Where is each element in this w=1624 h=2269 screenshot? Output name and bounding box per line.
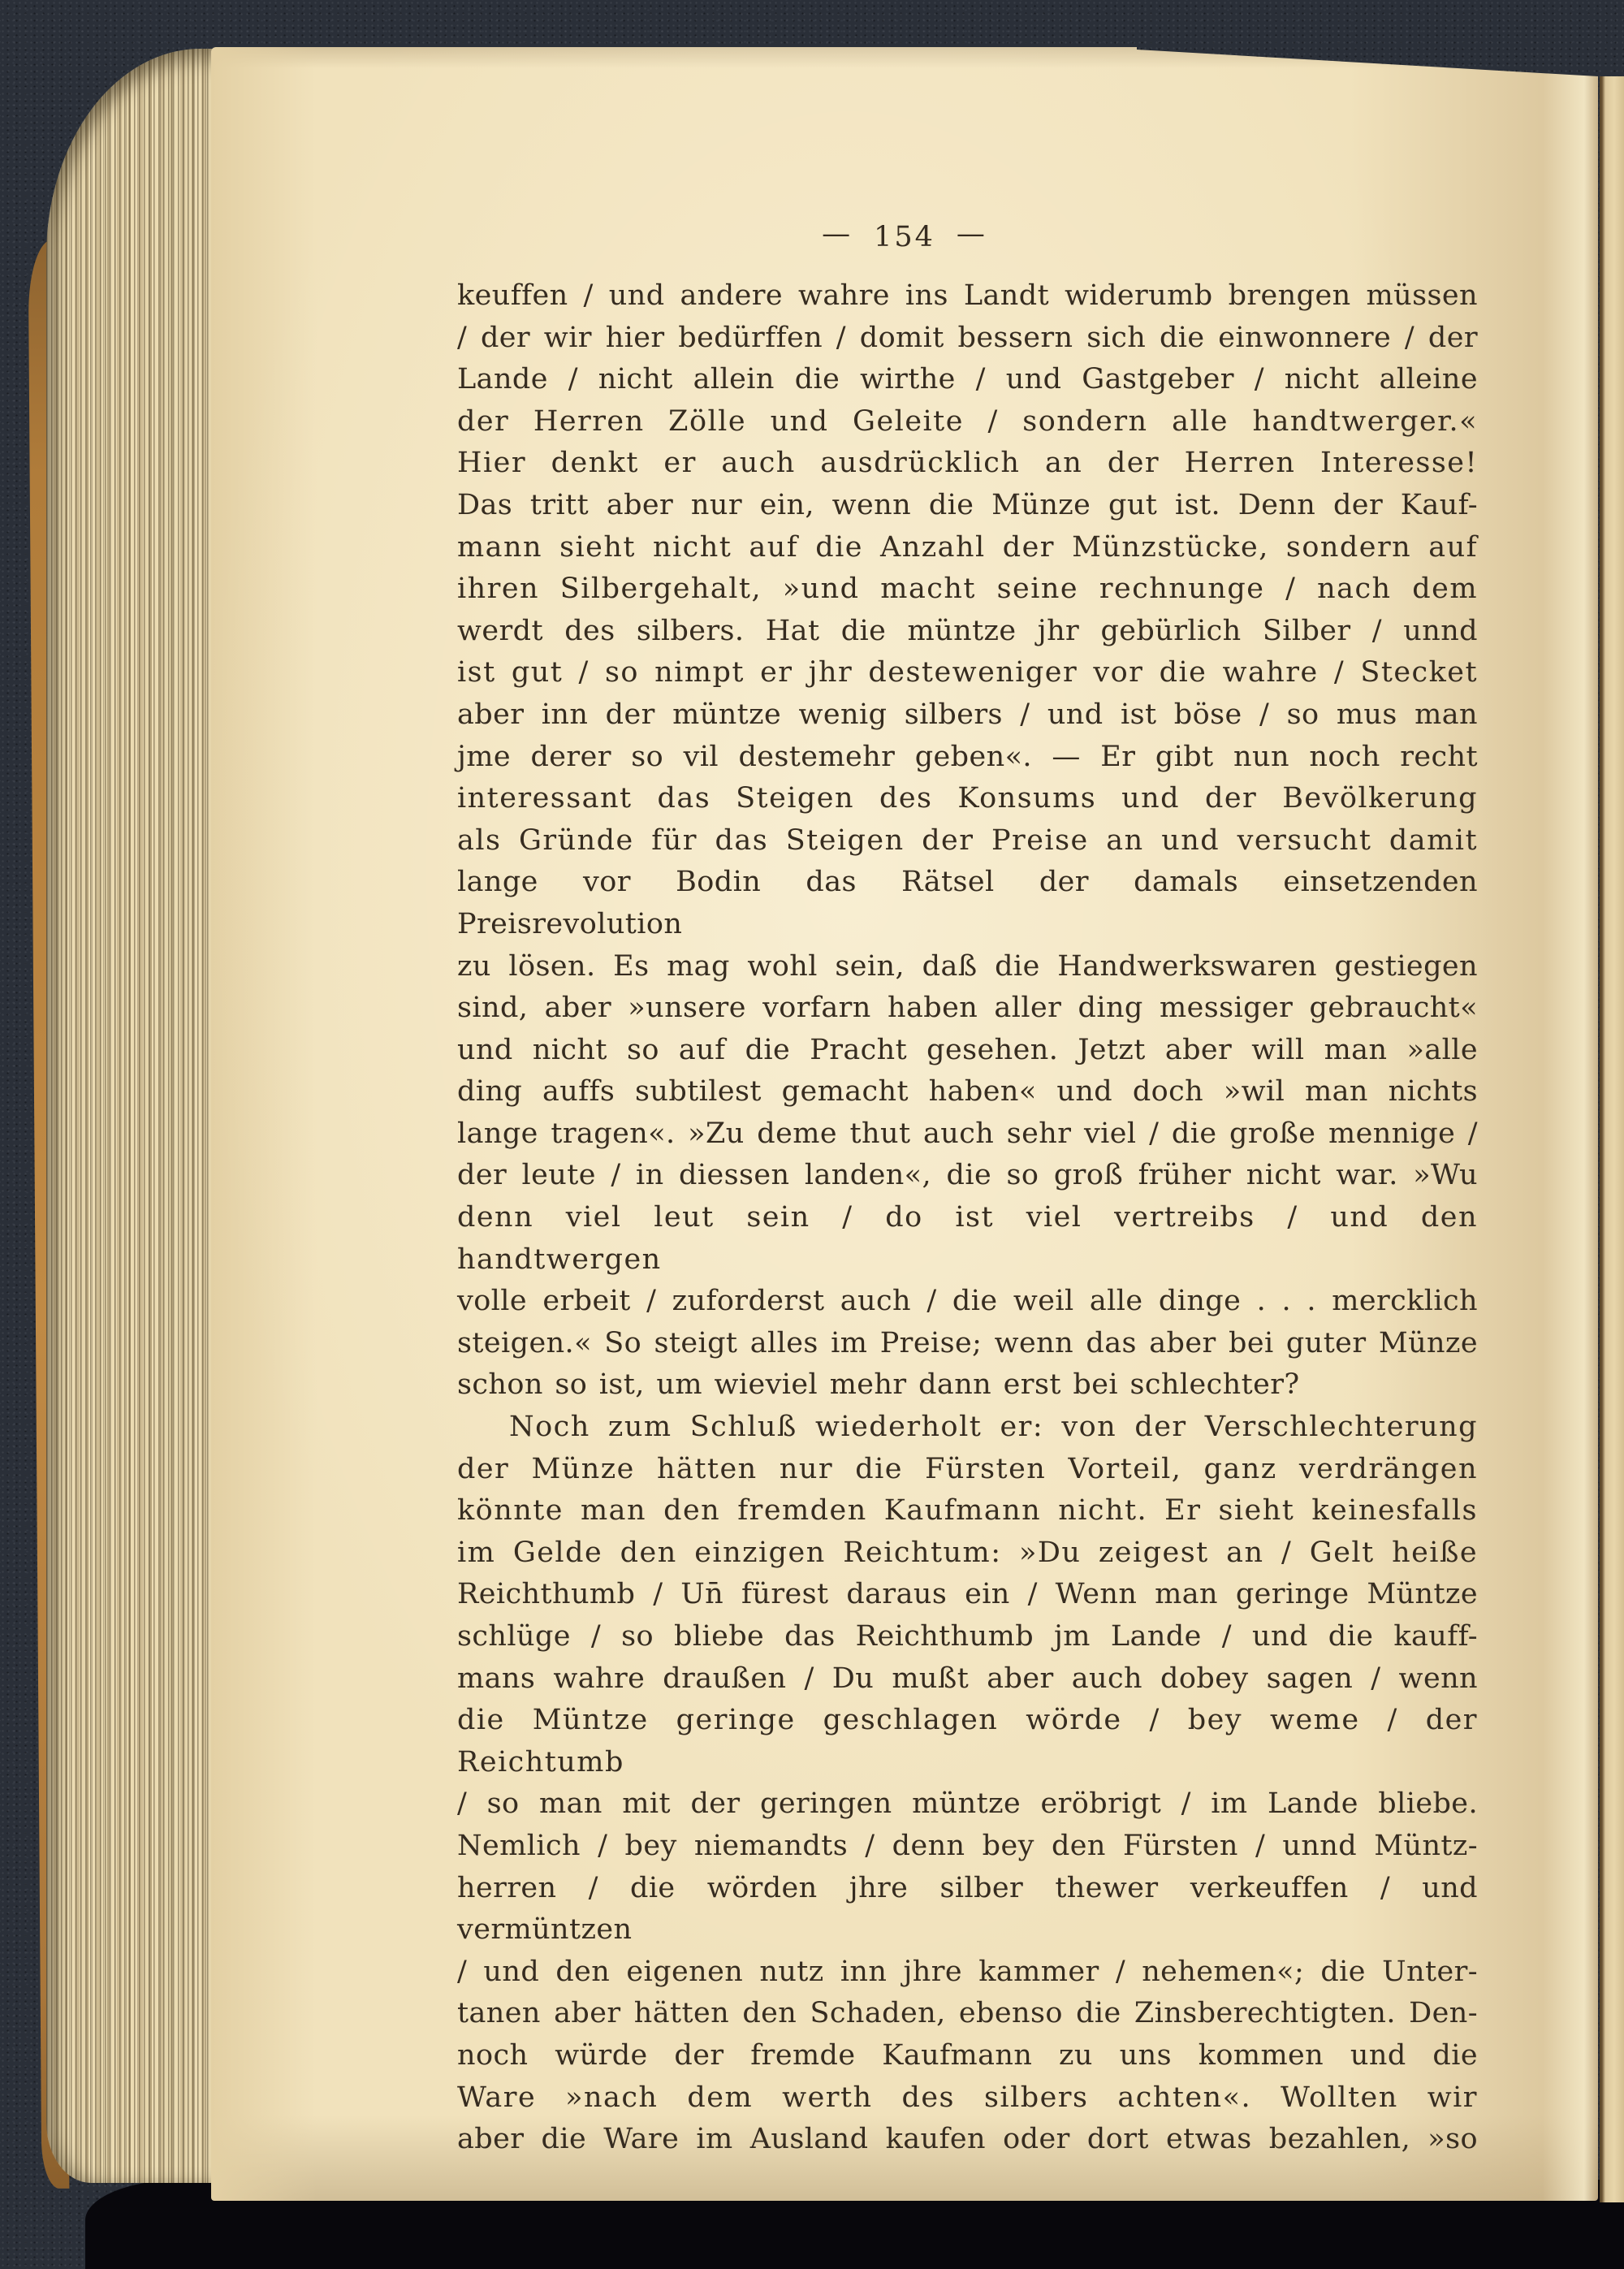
text-line: schon so ist, um wieviel mehr dann erst bei schlechter? [457,1368,1300,1402]
text-line: lange vor Bodin das Rätsel der damals einsetzenden Preisrevolution [457,866,1478,940]
text-line: der Münze hätten nur die Fürsten Vorteil, ganz verdrängen [457,1452,1478,1485]
text-line: herren / die wörden jhre silber thewer verkeuffen / und vermüntzen [457,1871,1478,1947]
text-line: / der wir hier bedürffen / domit bessern sich die einwonnere / der [457,321,1478,354]
text-line: Hier denkt er auch ausdrücklich an der Herren Interesse! [457,447,1478,480]
text-line: werdt des silbers. Hat die müntze jhr gebürlich Silber / unnd [457,614,1478,647]
text-line: sind, aber »unsere vorfarn haben aller ding messiger gebraucht« [457,992,1478,1025]
page-number-value: 154 [874,221,935,253]
text-line: der leute / in diessen landen«, die so groß früher nicht war. »Wu [457,1159,1478,1192]
text-line: im Gelde den einzigen Reichtum: »Du zeigest an / Gelt heiße [457,1536,1478,1569]
page-number-dash-right: — [956,218,987,250]
page-number-dash-left: — [822,218,853,250]
text-line: ist gut / so nimpt er jhr desteweniger vor die wahre / Stecket [457,656,1478,689]
book-bottom-shadow-right [1592,2193,1624,2269]
text-line: tanen aber hätten den Schaden, ebenso die Zinsberechtigten. Den- [457,1997,1478,2030]
text-line: mann sieht nicht auf die Anzahl der Münzstücke, sondern auf [457,530,1478,564]
page-text [457,275,1478,2161]
text-line: Lande / nicht allein die wirthe / und Gastgeber / nicht alleine [457,363,1478,396]
page-number [211,218,1598,253]
text-line: volle erbeit / zuforderst auch / die weil alle dinge . . . mercklich [457,1285,1478,1318]
text-line: Reichthumb / Un̄ fürest daraus ein / Wenn man geringe Müntze [457,1578,1478,1611]
text-line: mans wahre draußen / Du mußt aber auch dobey sagen / wenn [457,1662,1478,1695]
text-line: interessant das Steigen des Konsums und der Bevölkerung [457,782,1478,815]
text-line: keuffen / und andere wahre ins Landt widerumb brengen müssen [457,279,1478,312]
text-line: schlüge / so bliebe das Reichthumb jm Lande / und die kauff- [457,1620,1478,1653]
text-line: der Herren Zölle und Geleite / sondern alle handtwerger.« [457,404,1478,438]
text-line: aber inn der müntze wenig silbers / und ist böse / so mus man [457,698,1478,731]
text-line: denn viel leut sein / do ist viel vertreibs / und den handtwergen [457,1201,1478,1276]
text-line: noch würde der fremde Kaufmann zu uns kommen und die [457,2038,1478,2072]
text-line: Nemlich / bey niemandts / denn bey den Fürsten / unnd Müntz- [457,1829,1478,1862]
text-line: Das tritt aber nur ein, wenn die Münze gut ist. Denn der Kauf- [457,488,1478,521]
text-line: ihren Silbergehalt, »und macht seine rechnunge / nach dem [457,573,1478,606]
text-line: als Gründe für das Steigen der Preise an und versucht damit [457,823,1478,857]
book-page [211,47,1598,2201]
text-line: ding auffs subtilest gemacht haben« und doch »wil man nichts [457,1075,1478,1109]
text-line: lange tragen«. »Zu deme thut auch sehr viel / die große mennige / [457,1117,1478,1150]
text-line: / und den eigenen nutz inn jhre kammer / nehemen«; die Unter- [457,1955,1478,1988]
text-line: jme derer so vil destemehr geben«. — Er gibt nun noch recht [457,740,1478,773]
text-line: steigen.« So steigt alles im Preise; wenn das aber bei guter Münze [457,1326,1478,1359]
text-line: aber die Ware im Ausland kaufen oder dort etwas bezahlen, »so [457,2123,1478,2156]
text-line: und nicht so auf die Pracht gesehen. Jetzt aber will man »alle [457,1033,1478,1066]
text-line: / so man mit der geringen müntze eröbrigt / im Lande bliebe. [457,1787,1478,1821]
text-line: könnte man den fremden Kaufmann nicht. Er sieht keinesfalls [457,1494,1478,1528]
text-line: zu lösen. Es mag wohl sein, daß die Handwerkswaren gestiegen [457,949,1478,983]
text-line: die Müntze geringe geschlagen wörde / bey weme / der Reichtumb [457,1704,1478,1778]
text-line: Ware »nach dem werth des silbers achten«. Wollten wir [457,2081,1478,2114]
next-page-sliver [1600,76,1624,2202]
text-line: Noch zum Schluß wiederholt er: von der Verschlechterung [509,1411,1478,1444]
